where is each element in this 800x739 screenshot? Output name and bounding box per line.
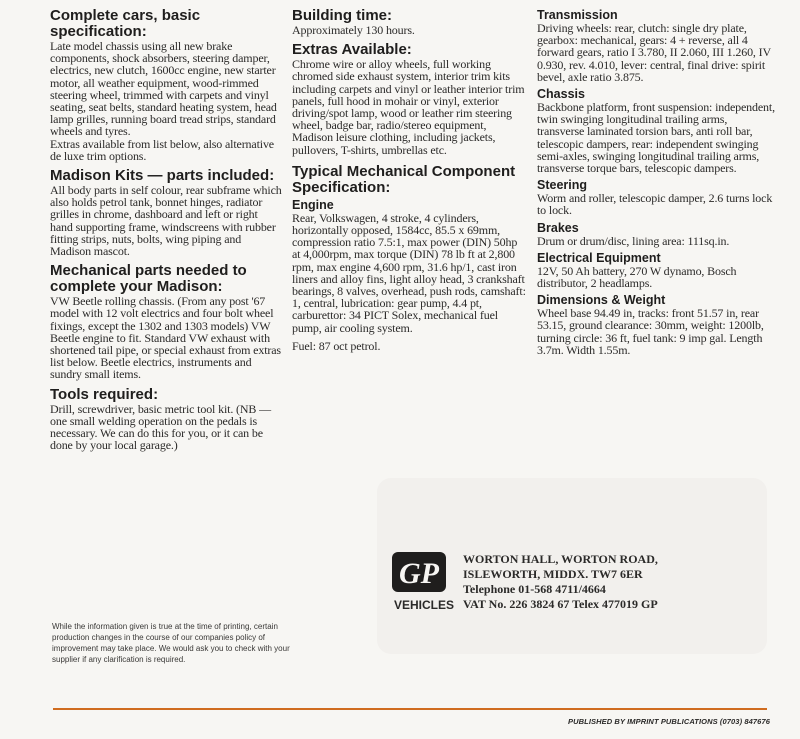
complete-cars-section	[50, 8, 282, 162]
extras-section	[292, 42, 528, 156]
building-time-section	[292, 8, 528, 36]
disclaimer-text: While the information given is true at the time of printing, certain production changes in the course of our companies policy of improvement may take place. We would ask you to check with your supplier if any clarification is required.	[52, 622, 290, 664]
madison-kits-section	[50, 168, 282, 257]
chassis-heading: Chassis	[537, 87, 585, 102]
transmission-section	[537, 8, 777, 83]
complete-cars-body: Late model chassis using all new brake components, shock absorbers, steering damper, electrics, new clutch, 1600cc engine, new starter motor, all weather equipment, wood-rimmed steering wheel, trimmed with carpets and vinyl seating, seat belts, standard heating system, head lamp grilles, running board tread strips, standard wheels and tyres.	[50, 39, 277, 139]
brakes-section	[537, 221, 777, 247]
electrical-section	[537, 251, 777, 289]
address-line: WORTON HALL, WORTON ROAD,	[463, 552, 658, 566]
gp-logo-icon	[392, 552, 446, 592]
chassis-body: Backbone platform, front suspension: independent, twin swinging longitudinal trailing arms, transverse laminated torsion bars, anti roll bar, telescopic dampers, rear: independent swinging semi-axles, swinging longitudinal trailing arms, transverse torque bars, telescopic dampers.	[537, 100, 775, 176]
dimensions-section	[537, 293, 777, 356]
tools-heading: Tools required:	[50, 385, 159, 403]
fuel-spec: Fuel: 87 oct petrol.	[292, 338, 381, 353]
logo-text: GP	[399, 557, 439, 590]
steering-heading: Steering	[537, 178, 588, 193]
column-right	[537, 8, 777, 356]
steering-body: Worm and roller, telescopic damper, 2.6 turns lock to lock.	[537, 191, 773, 218]
footer-divider	[53, 708, 767, 710]
building-time-heading: Building time:	[292, 7, 392, 24]
chassis-section	[537, 87, 777, 174]
telephone-line: Telephone 01-568 4711/4664	[463, 582, 606, 596]
engine-body: Rear, Volkswagen, 4 stroke, 4 cylinders, horizontally opposed, 1584cc, 85.5 x 69mm, compression ratio 7.5:1, max power (DIN) 50hp at 4,000rpm, max torque (DIN) 78 lb ft at 2,800 rpm, max engine 4,600 rpm, 31.6 hp/1, cast iron liners and alloy fins, light alloy head, 3 crankshaft bearings, 8 valves, overhead, push rods, camshaft: 1, central, lubrication: gear pump, 4.4 pt, carburettor: 34 PICT Solex, mechanical fuel pump, air cooling system.	[292, 210, 526, 335]
brakes-heading: Brakes	[537, 220, 579, 235]
address-line: ISLEWORTH, MIDDX. TW7 6ER	[463, 567, 643, 581]
column-middle	[292, 8, 528, 352]
tools-body: Drill, screwdriver, basic metric tool kit. (NB — one small welding operation on the pedals is necessary. We can do this for you, or it can be done by your local garage.)	[50, 401, 271, 453]
steering-section	[537, 178, 777, 216]
extras-body: Chrome wire or alloy wheels, full working chromed side exhaust system, interior trim kits including carpets and vinyl or leather interior trim panels, full hood in mohair or vinyl, exterior driving/spot lamp, wood or leather rim steering wheel, badge bar, radio/stereo equipment, Madison leisure clothing, including jackets, pullovers, T-shirts, umbrellas etc.	[292, 57, 525, 157]
mech-spec-section	[292, 164, 528, 352]
mechanical-parts-section	[50, 263, 282, 380]
gp-logo	[388, 548, 458, 618]
company-address	[463, 552, 763, 612]
transmission-body: Driving wheels: rear, clutch: single dry plate, gearbox: mechanical, gears: 4 + reverse, all 4 forward gears, ratio I 3.780, II 2.060, III 1.260, IV 0.930, rev. 4.010, lever: central, final drive: spirit bevel, axle ratio 3.875.	[537, 21, 771, 84]
building-time-body: Approximately 130 hours.	[292, 23, 415, 37]
extras-note: Extras available from list below, also alternative de luxe trim options.	[50, 136, 274, 163]
brakes-body: Drum or drum/disc, lining area: 111sq.in.	[537, 233, 730, 248]
complete-cars-heading: Complete cars, basic specification:	[50, 7, 201, 40]
dimensions-body: Wheel base 94.49 in, tracks: front 51.57 in, rear 53.15, ground clearance: 30mm, weight: 1200lb, turning circle: 36 ft, fuel tank: 9 imp gal. Length 3.7m. Width 1.55m.	[537, 306, 764, 357]
engine-heading: Engine	[292, 197, 334, 212]
publisher-credit: PUBLISHED BY IMPRINT PUBLICATIONS (0703) 847676	[568, 717, 770, 726]
logo-subtext: VEHICLES	[393, 598, 454, 612]
vat-telex-line: VAT No. 226 3824 67 Telex 477019 GP	[463, 597, 658, 611]
madison-kits-body: All body parts in self colour, rear subframe which also holds petrol tank, bonnet hinges, radiator grilles in chrome, dashboard and left or right hand supporting frame, windscreens with rubber fitting strips, nuts, bolts, wing piping and Madison mascot.	[50, 183, 282, 259]
dimensions-heading: Dimensions & Weight	[537, 293, 666, 308]
mechanical-parts-body: VW Beetle rolling chassis. (From any post '67 model with 12 volt electrics and four bolt wheel fixings, except the 1302 and 1303 models) VW Beetle engine to fit. Standard VW exhaust with shortened tail pipe, or special exhaust from extras list below. Beetle electrics, instruments and sundry small items.	[50, 294, 281, 382]
extras-heading: Extras Available:	[292, 41, 412, 59]
mechanical-parts-heading: Mechanical parts needed to complete your Madison:	[50, 262, 247, 296]
electrical-heading: Electrical Equipment	[537, 250, 661, 265]
column-left	[50, 8, 282, 451]
mech-spec-heading: Typical Mechanical Component Specification:	[292, 162, 516, 196]
electrical-body: 12V, 50 Ah battery, 270 W dynamo, Bosch distributor, 2 headlamps.	[537, 263, 737, 291]
transmission-heading: Transmission	[537, 8, 618, 22]
madison-kits-heading: Madison Kits — parts included:	[50, 167, 275, 185]
tools-section	[50, 387, 282, 452]
